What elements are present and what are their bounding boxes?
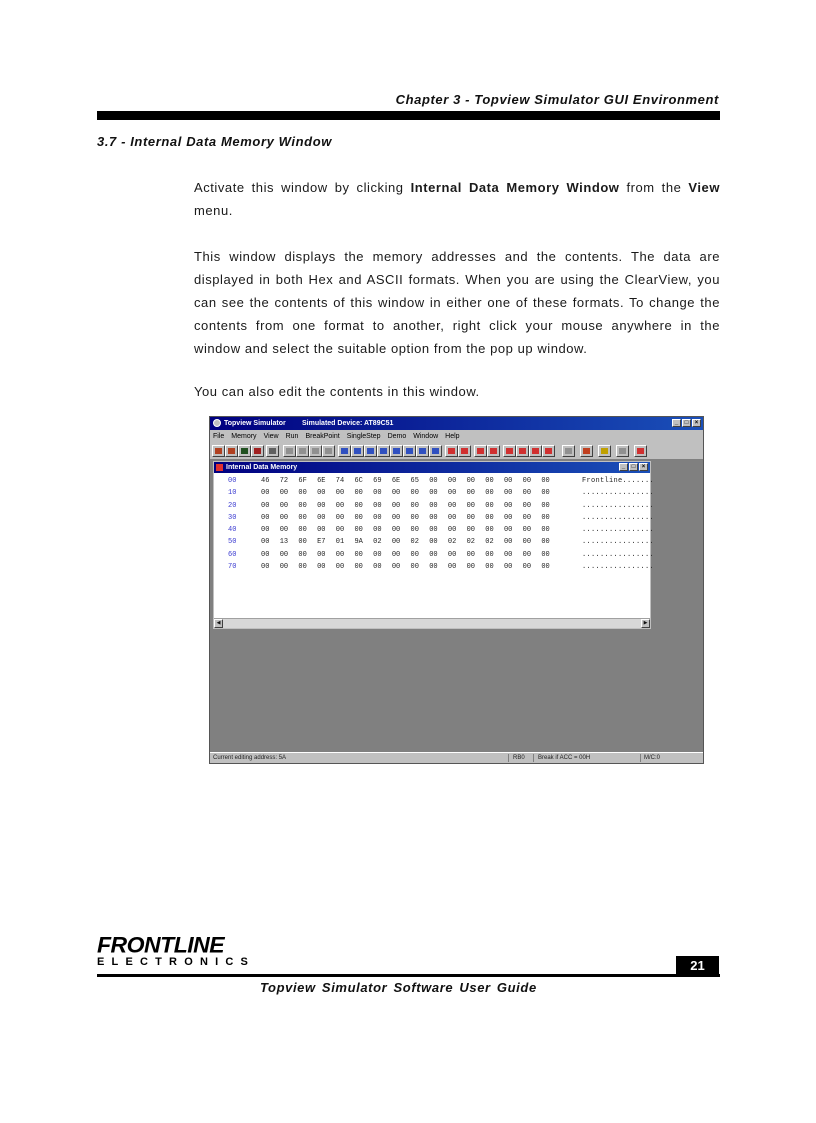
- memory-address: 20: [228, 501, 237, 510]
- memory-cell[interactable]: 13: [279, 538, 289, 547]
- maximize-icon[interactable]: □: [682, 419, 691, 427]
- memory-cell[interactable]: 00: [391, 489, 401, 498]
- memory-cell[interactable]: 02: [447, 538, 457, 547]
- memory-cell[interactable]: 72: [279, 477, 289, 485]
- memory-cell[interactable]: 00: [410, 526, 419, 535]
- memory-cell[interactable]: 00: [485, 501, 494, 510]
- memory-cell[interactable]: 00: [261, 513, 270, 522]
- memory-cell[interactable]: 00: [503, 489, 513, 498]
- paragraph-description: This window displays the memory addresses and the contents. The data are displayed in both Hex and ASCII formats. When you are using the ClearView, you can see the contents of this window in either one of these formats. To change the contents from one format to another, right click your mouse anywhere in the window and select the suitable option from the pop up window.: [194, 249, 720, 356]
- toolbar-button[interactable]: [503, 445, 516, 457]
- memory-address: 70: [228, 563, 237, 572]
- memory-row: [220, 536, 655, 548]
- memory-cell[interactable]: 00: [447, 563, 457, 572]
- memory-address: 30: [228, 513, 237, 522]
- internal-data-memory-window: [213, 461, 655, 629]
- memory-cell[interactable]: 00: [447, 550, 457, 559]
- scroll-right-icon[interactable]: ▶: [641, 619, 650, 628]
- toolbar-button[interactable]: [529, 445, 542, 457]
- chapter-heading: Chapter 3 - Topview Simulator GUI Environment: [395, 92, 719, 107]
- memory-cell[interactable]: 01: [335, 538, 345, 547]
- toolbar-button[interactable]: [598, 445, 611, 457]
- memory-cell[interactable]: 00: [391, 550, 401, 559]
- memory-cell[interactable]: 00: [261, 489, 270, 498]
- memory-cell[interactable]: 00: [261, 538, 270, 547]
- menu-demo[interactable]: Demo: [387, 432, 407, 440]
- memory-row: [220, 487, 655, 499]
- toolbar-button[interactable]: [238, 445, 251, 457]
- footer-rule: [97, 974, 720, 977]
- memory-cell[interactable]: 00: [541, 513, 550, 522]
- memory-cell[interactable]: 00: [503, 526, 513, 535]
- memory-cell[interactable]: 00: [541, 477, 550, 485]
- toolbar-button[interactable]: [542, 445, 555, 457]
- memory-row: [220, 549, 655, 561]
- toolbar-button[interactable]: [445, 445, 458, 457]
- memory-cell[interactable]: 00: [261, 501, 270, 510]
- memory-cell[interactable]: 6E: [391, 477, 401, 485]
- status-divider: [640, 754, 641, 762]
- memory-cell[interactable]: 00: [522, 513, 532, 522]
- memory-cell[interactable]: 00: [373, 513, 382, 522]
- memory-cell[interactable]: 00: [354, 550, 363, 559]
- scroll-left-icon[interactable]: ◀: [214, 619, 223, 628]
- memory-cell[interactable]: 00: [373, 526, 382, 535]
- memory-cell[interactable]: 00: [335, 513, 345, 522]
- p1-text-e: menu.: [194, 203, 233, 218]
- status-editing-address: Current editing address: 5A: [213, 755, 287, 761]
- memory-cell[interactable]: 00: [354, 489, 363, 498]
- memory-address: 60: [228, 550, 237, 559]
- memory-row: [220, 524, 655, 536]
- memory-cell[interactable]: 00: [503, 501, 513, 510]
- memory-cell[interactable]: 00: [466, 477, 475, 485]
- memory-cell[interactable]: 00: [485, 513, 494, 522]
- memory-cell[interactable]: 00: [391, 513, 401, 522]
- memory-cell[interactable]: 00: [335, 501, 345, 510]
- memory-cell[interactable]: 00: [354, 526, 363, 535]
- memory-cell[interactable]: 00: [485, 489, 494, 498]
- memory-cell[interactable]: 00: [410, 501, 419, 510]
- memory-cell[interactable]: 02: [373, 538, 382, 547]
- ascii-column: ................: [582, 563, 655, 572]
- child-titlebar[interactable]: [214, 462, 650, 473]
- p1-view-menu: View: [688, 180, 720, 195]
- memory-cell[interactable]: 00: [354, 563, 363, 572]
- memory-cell[interactable]: 00: [503, 563, 513, 572]
- toolbar-button[interactable]: [364, 445, 377, 457]
- ascii-column: ................: [582, 501, 655, 510]
- ascii-column: ................: [582, 526, 655, 535]
- toolbar: [210, 442, 703, 460]
- memory-cell[interactable]: 00: [298, 513, 307, 522]
- ascii-column: ................: [582, 550, 655, 559]
- toolbar-button[interactable]: [403, 445, 416, 457]
- memory-cell[interactable]: 00: [541, 550, 550, 559]
- memory-cell[interactable]: 00: [522, 563, 532, 572]
- p1-text-a: Activate this window by clicking: [194, 180, 411, 195]
- memory-cell[interactable]: 00: [317, 550, 326, 559]
- paragraph-edit: You can also edit the contents in this window.: [194, 384, 480, 399]
- memory-cell[interactable]: 00: [373, 550, 382, 559]
- menu-help[interactable]: Help: [445, 432, 460, 440]
- memory-cell[interactable]: 00: [485, 563, 494, 572]
- memory-address: 00: [228, 477, 237, 485]
- memory-cell[interactable]: 00: [447, 477, 457, 485]
- memory-cell[interactable]: 00: [522, 538, 532, 547]
- status-break-condition: Break if ACC = 00H: [538, 755, 591, 761]
- memory-cell[interactable]: 00: [317, 563, 326, 572]
- memory-cell[interactable]: 00: [522, 501, 532, 510]
- memory-cell[interactable]: 00: [541, 501, 550, 510]
- memory-cell[interactable]: 00: [447, 526, 457, 535]
- memory-cell[interactable]: 00: [429, 563, 438, 572]
- memory-cell[interactable]: 00: [279, 501, 289, 510]
- memory-cell[interactable]: 02: [410, 538, 419, 547]
- memory-cell[interactable]: 00: [298, 489, 307, 498]
- memory-cell[interactable]: 00: [279, 513, 289, 522]
- memory-cell[interactable]: E7: [317, 538, 326, 547]
- memory-cell[interactable]: 00: [298, 501, 307, 510]
- toolbar-button[interactable]: [377, 445, 390, 457]
- memory-cell[interactable]: 00: [466, 526, 475, 535]
- memory-cell[interactable]: 00: [503, 513, 513, 522]
- memory-cell[interactable]: 00: [429, 513, 438, 522]
- memory-cell[interactable]: 00: [429, 489, 438, 498]
- toolbar-button[interactable]: [474, 445, 487, 457]
- memory-cell[interactable]: 00: [410, 563, 419, 572]
- memory-cell[interactable]: 00: [279, 526, 289, 535]
- footer-title: Topview Simulator Software User Guide: [260, 980, 537, 995]
- minimize-icon[interactable]: _: [672, 419, 681, 427]
- memory-cell[interactable]: 00: [447, 489, 457, 498]
- memory-cell[interactable]: 00: [335, 563, 345, 572]
- memory-cell[interactable]: 00: [522, 477, 532, 485]
- toolbar-button[interactable]: [634, 445, 647, 457]
- memory-cell[interactable]: 00: [298, 538, 307, 547]
- statusbar: [210, 752, 703, 763]
- menu-singlestep[interactable]: SingleStep: [346, 432, 381, 440]
- memory-cell[interactable]: 00: [485, 477, 494, 485]
- toolbar-button[interactable]: [458, 445, 471, 457]
- child-close-icon[interactable]: ×: [639, 463, 648, 471]
- ascii-column: ................: [582, 538, 655, 547]
- memory-cell[interactable]: 00: [335, 526, 345, 535]
- memory-cell[interactable]: 00: [373, 489, 382, 498]
- menu-memory[interactable]: Memory: [231, 432, 257, 440]
- memory-cell[interactable]: 00: [466, 563, 475, 572]
- toolbar-button[interactable]: [429, 445, 442, 457]
- memory-cell[interactable]: 00: [335, 489, 345, 498]
- status-machine-cycles: M/C:0: [644, 755, 661, 761]
- toolbar-button[interactable]: [338, 445, 351, 457]
- memory-cell[interactable]: 00: [373, 501, 382, 510]
- memory-cell[interactable]: 00: [541, 563, 550, 572]
- memory-row: [220, 500, 655, 512]
- memory-cell[interactable]: 00: [429, 501, 438, 510]
- simulator-screenshot: [209, 416, 704, 764]
- toolbar-button[interactable]: [309, 445, 322, 457]
- memory-cell[interactable]: 00: [541, 489, 550, 498]
- toolbar-button[interactable]: [296, 445, 309, 457]
- toolbar-button[interactable]: [322, 445, 335, 457]
- memory-cell[interactable]: 02: [466, 538, 475, 547]
- toolbar-button[interactable]: [283, 445, 296, 457]
- toolbar-button[interactable]: [416, 445, 429, 457]
- memory-cell[interactable]: 00: [466, 489, 475, 498]
- p1-text-c: from the: [619, 180, 689, 195]
- memory-cell[interactable]: 6C: [354, 477, 363, 485]
- close-icon[interactable]: ×: [692, 419, 701, 427]
- paragraph-activate: [194, 176, 720, 222]
- app-titlebar[interactable]: [210, 417, 703, 430]
- device-label: Simulated Device: AT89C51: [302, 420, 394, 427]
- toolbar-button[interactable]: [516, 445, 529, 457]
- frontline-logo-subtitle: ELECTRONICS: [97, 956, 256, 968]
- memory-cell[interactable]: 00: [317, 513, 326, 522]
- memory-cell[interactable]: 00: [279, 489, 289, 498]
- memory-cell[interactable]: 00: [429, 477, 438, 485]
- memory-cell[interactable]: 46: [261, 477, 270, 485]
- memory-row: [220, 561, 655, 573]
- memory-address: 50: [228, 538, 237, 547]
- memory-cell[interactable]: 00: [429, 538, 438, 547]
- status-register-bank: RB0: [513, 755, 525, 761]
- menu-view[interactable]: View: [263, 432, 279, 440]
- memory-cell[interactable]: 00: [410, 513, 419, 522]
- memory-cell[interactable]: 00: [522, 489, 532, 498]
- memory-cell[interactable]: 00: [261, 526, 270, 535]
- toolbar-button[interactable]: [351, 445, 364, 457]
- memory-cell[interactable]: 00: [335, 550, 345, 559]
- memory-cell[interactable]: 65: [410, 477, 419, 485]
- memory-grid[interactable]: [220, 475, 655, 573]
- memory-address: 40: [228, 526, 237, 535]
- memory-cell[interactable]: 00: [298, 563, 307, 572]
- memory-cell[interactable]: 74: [335, 477, 345, 485]
- memory-cell[interactable]: 00: [410, 489, 419, 498]
- memory-cell[interactable]: 6F: [298, 477, 307, 485]
- memory-row: [220, 512, 655, 524]
- memory-cell[interactable]: 6E: [317, 477, 326, 485]
- memory-cell[interactable]: 00: [503, 538, 513, 547]
- memory-cell[interactable]: 00: [261, 550, 270, 559]
- app-title: Topview Simulator: [224, 420, 286, 427]
- memory-cell[interactable]: 00: [391, 501, 401, 510]
- memory-cell[interactable]: 00: [429, 550, 438, 559]
- memory-cell[interactable]: 00: [522, 550, 532, 559]
- child-minimize-icon[interactable]: _: [619, 463, 628, 471]
- memory-cell[interactable]: 00: [391, 538, 401, 547]
- memory-cell[interactable]: 00: [503, 550, 513, 559]
- menu-window[interactable]: Window: [413, 432, 439, 440]
- ascii-column: ................: [582, 489, 655, 498]
- memory-cell[interactable]: 00: [447, 501, 457, 510]
- toolbar-button[interactable]: [562, 445, 575, 457]
- memory-cell[interactable]: 00: [522, 526, 532, 535]
- memory-cell[interactable]: 9A: [354, 538, 363, 547]
- memory-cell[interactable]: 00: [261, 563, 270, 572]
- app-logo-icon: [213, 419, 221, 427]
- status-divider: [533, 754, 534, 762]
- memory-cell[interactable]: 00: [373, 563, 382, 572]
- toolbar-button[interactable]: [212, 445, 225, 457]
- memory-row: [220, 475, 655, 487]
- child-maximize-icon[interactable]: □: [629, 463, 638, 471]
- memory-cell[interactable]: 00: [279, 550, 289, 559]
- memory-cell[interactable]: 00: [485, 550, 494, 559]
- memory-cell[interactable]: 02: [485, 538, 494, 547]
- status-divider: [508, 754, 509, 762]
- toolbar-button[interactable]: [580, 445, 593, 457]
- memory-cell[interactable]: 00: [503, 477, 513, 485]
- memory-cell[interactable]: 00: [447, 513, 457, 522]
- memory-cell[interactable]: 00: [298, 550, 307, 559]
- menu-run[interactable]: Run: [285, 432, 299, 440]
- memory-cell[interactable]: 00: [391, 563, 401, 572]
- memory-address: 10: [228, 489, 237, 498]
- toolbar-button[interactable]: [225, 445, 238, 457]
- ascii-column: ................: [582, 513, 655, 522]
- toolbar-button[interactable]: [266, 445, 279, 457]
- memory-cell[interactable]: 00: [317, 489, 326, 498]
- horizontal-scrollbar[interactable]: [214, 618, 650, 628]
- header-rule: [97, 111, 720, 120]
- section-title: 3.7 - Internal Data Memory Window: [97, 134, 332, 149]
- frontline-logo: FRONTLINE: [97, 932, 225, 958]
- page-number: 21: [676, 956, 719, 975]
- memory-window-icon: [216, 464, 223, 471]
- memory-cell[interactable]: 00: [354, 501, 363, 510]
- toolbar-button[interactable]: [487, 445, 500, 457]
- memory-cell[interactable]: 00: [354, 513, 363, 522]
- memory-cell[interactable]: 00: [541, 526, 550, 535]
- memory-cell[interactable]: 00: [410, 550, 419, 559]
- menu-breakpoint[interactable]: BreakPoint: [305, 432, 340, 440]
- p1-window-name: Internal Data Memory Window: [410, 180, 620, 195]
- memory-cell[interactable]: 00: [466, 550, 475, 559]
- toolbar-button[interactable]: [390, 445, 403, 457]
- menubar: [210, 430, 703, 442]
- memory-cell[interactable]: 00: [391, 526, 401, 535]
- memory-cell[interactable]: 00: [429, 526, 438, 535]
- toolbar-button[interactable]: [616, 445, 629, 457]
- memory-cell[interactable]: 00: [485, 526, 494, 535]
- ascii-column: Frontline.......: [582, 477, 655, 485]
- memory-cell[interactable]: 00: [317, 526, 326, 535]
- memory-cell[interactable]: 00: [541, 538, 550, 547]
- memory-cell[interactable]: 00: [279, 563, 289, 572]
- memory-cell[interactable]: 00: [466, 501, 475, 510]
- memory-cell[interactable]: 69: [373, 477, 382, 485]
- memory-cell[interactable]: 00: [317, 501, 326, 510]
- toolbar-button[interactable]: [251, 445, 264, 457]
- memory-cell[interactable]: 00: [466, 513, 475, 522]
- memory-cell[interactable]: 00: [298, 526, 307, 535]
- menu-file[interactable]: File: [213, 432, 225, 440]
- child-title: Internal Data Memory: [226, 464, 298, 471]
